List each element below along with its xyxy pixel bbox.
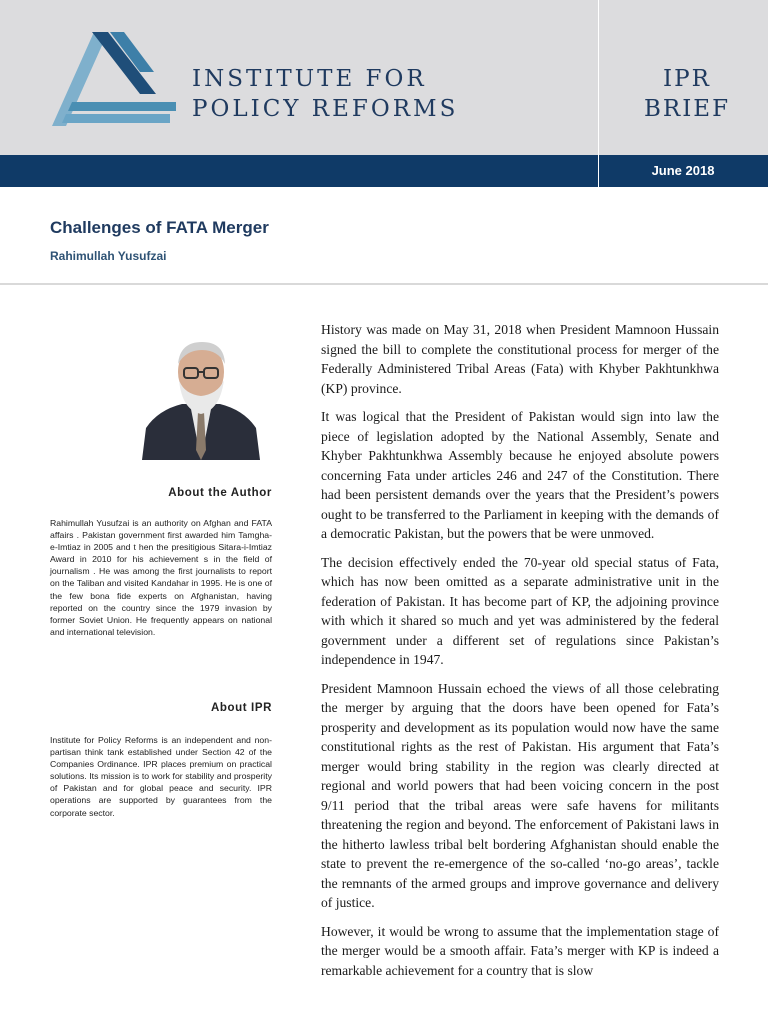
- body-paragraph-1: History was made on May 31, 2018 when President Mamnoon Hussain signed the bill to complete the constitutional process for merger of the Federally Administered Tribal Areas (Fata) with Khyber Pakhtunkhwa (KP) province.: [321, 322, 719, 396]
- article-body: [321, 320, 719, 989]
- org-name-line2: POLICY REFORMS: [192, 96, 459, 122]
- body-paragraph-2: It was logical that the President of Pakistan would sign into law the piece of legislation adopted by the National Assembly, Senate and Khyber Pakhtunkhwa Assembly because he enjoyed absolute powers concerning Fata under articles 246 and 247 of the Constitution. There had been persistent demands over the years that the President’s powers ought to be transferred to the Parliament in keeping with the demands of a democratic Pakistan, but the powers that be were unmoved.: [321, 409, 719, 541]
- body-paragraph-3: The decision effectively ended the 70-year old special status of Fata, which has now been omitted as a separate administrative unit in the federation of Pakistan. It has become part of KP, the adjoining province with which it shared so much and yet was administered by the federal government under a different set of regulations since Pakistan’s independence in 1947.: [321, 554, 719, 667]
- brief-line1: IPR: [663, 66, 711, 92]
- organization-name: [192, 64, 458, 124]
- article-title: Challenges of FATA Merger: [50, 218, 269, 237]
- about-author-text: Rahimullah Yusufzai is an authority on Afghan and FATA affairs . Pakistan government first awarded him Tamgha-e-Imtiaz in 2005 and t hen the presitigious Sitara-i-Imtiaz Award in 2010 for his achievement s in the field of journalism . He was among the first journalists to report on the Taliban and visited Kandahar in 1995. He is one of the few bona fide experts on Afghanistan, having reported on the country since the 1979 invasion by former Soviet Union. He frequently appears on national and international television.: [50, 518, 272, 637]
- about-author-heading: About the Author: [168, 487, 272, 499]
- brief-line2: BRIEF: [643, 96, 731, 122]
- body-paragraph-5: However, it would be wrong to assume that the implementation stage of the merger would be a smooth affair. Fata’s merger with KP is indeed a remarkable achievement for a country that is slow: [321, 923, 719, 978]
- author-portrait: [142, 338, 260, 460]
- body-paragraph-4: President Mamnoon Hussain echoed the views of all those celebrating the merger by arguing that the doors have been opened for Fata’s prosperity and development as its population would now have the same constitutional rights as the rest of Pakistan. His argument that Fata’s merger would bring stability in the region was clearly directed at regional and world powers that had been voicing concern in the post 9/11 period that the tribal areas were safe havens for militants threatening the region and beyond. The enforcement of Pakistani laws in the hitherto lawless tribal belt bordering Afghanistan should enable the state to prevent the re-emergence of the so-called ‘no-go areas’, tackle the remnants of the armed groups and improve governance and delivery of justice.: [321, 680, 719, 910]
- publication-type: [628, 64, 746, 124]
- ipr-logo-icon: [52, 32, 176, 126]
- org-name-line1: INSTITUTE FOR: [192, 66, 427, 92]
- about-ipr-text: Institute for Policy Reforms is an independent and non-partisan think tank established under Section 42 of the Companies Ordinance. IPR places premium on practical solutions. Its mission is to work for stability and prosperity of Pakistan and for global peace and security. IPR operations are supported by guarantees from the corporate sector.: [50, 735, 272, 818]
- about-ipr-heading: About IPR: [211, 702, 272, 714]
- article-author: Rahimullah Yusufzai: [50, 249, 167, 263]
- header-divider: [598, 0, 599, 187]
- section-divider: [0, 283, 768, 285]
- publication-date: June 2018: [651, 163, 715, 178]
